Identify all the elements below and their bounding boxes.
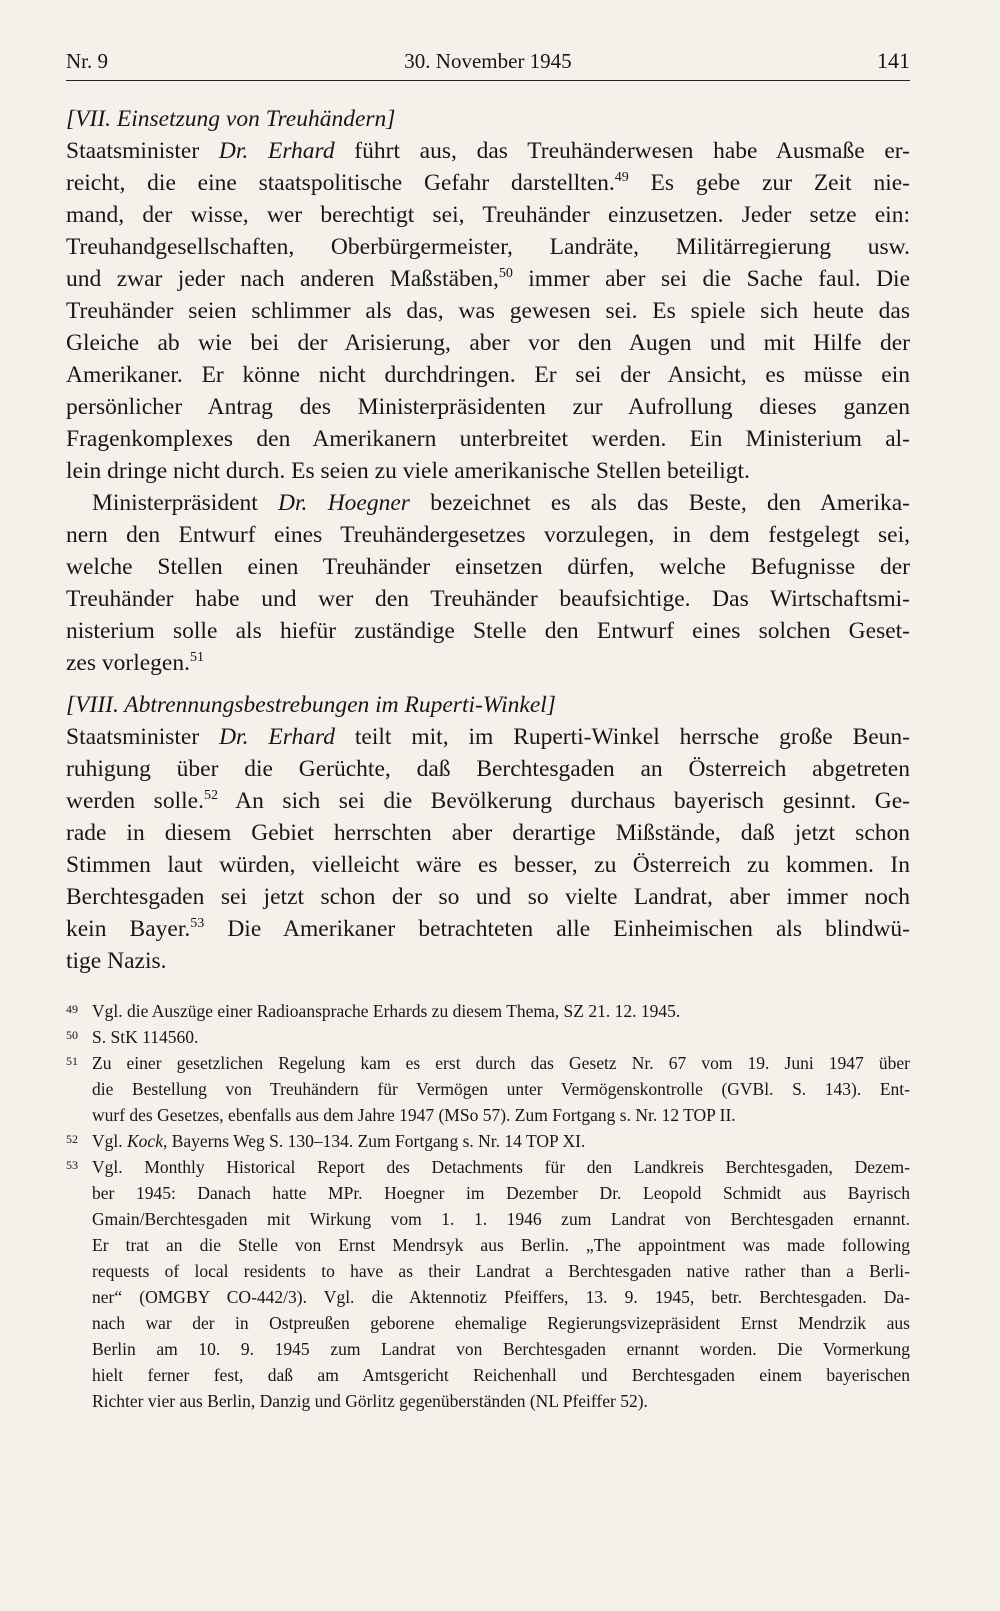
text-line: nisterium solle als hiefür zuständige Stelle den Entwurf eines solchen Geset- [66, 618, 910, 644]
text-line: Stimmen laut würden, vielleicht wäre es besser, zu Österreich zu kommen. In [66, 852, 910, 878]
text-line: ruhigung über die Gerüchte, daß Berchtesgaden an Österreich abgetreten [66, 756, 910, 782]
footnote-number: 53 [66, 1158, 78, 1172]
section-heading-viii: [VIII. Abtrennungsbestrebungen im Ruperti-Winkel] [66, 692, 556, 718]
footnote-line: Richter vier aus Berlin, Danzig und Görlitz gegenüberständen (NL Pfeiffer 52). [92, 1391, 648, 1411]
section-heading-vii: [VII. Einsetzung von Treuhändern] [66, 106, 396, 132]
text-line: welche Stellen einen Treuhänder einsetzen dürfen, welche Befugnisse der [66, 554, 910, 580]
text-line: Staatsminister Dr. Erhard führt aus, das Treuhänderwesen habe Ausmaße er- [66, 138, 910, 164]
footnote-line: Berlin am 10. 9. 1945 zum Landrat von Berchtesgaden ernannt worden. Die Vormerkung [92, 1339, 910, 1359]
footnote-50 [66, 1025, 910, 1049]
text-line: Treuhänder seien schlimmer als das, was gewesen sei. Es spiele sich heute das [66, 298, 910, 324]
text-line: Treuhandgesellschaften, Oberbürgermeister, Landräte, Militärregierung usw. [66, 234, 910, 260]
footnote-ref: 49 [614, 170, 629, 185]
text-line: Treuhänder habe und wer den Treuhänder beaufsichtige. Das Wirtschaftsmi- [66, 586, 910, 612]
footnote-line: ber 1945: Danach hatte MPr. Hoegner im Dezember Dr. Leopold Schmidt aus Bayrisch [92, 1183, 910, 1203]
italic-name: Dr. Erhard [218, 138, 335, 164]
footnotes [66, 999, 910, 1413]
footnote-line: 49 Vgl. die Auszüge einer Radioansprache Erhards zu diesem Thema, SZ 21. 12. 1945. [66, 999, 910, 1023]
text-line: reicht, die eine staatspolitische Gefahr darstellten.$^{49}$ Es gebe zur Zeit nie- [66, 170, 910, 196]
text-line: tige Nazis. [66, 948, 167, 974]
issue-number: Nr. 9 [66, 49, 108, 73]
footnote-line: 52 Vgl. Kock, Bayerns Weg S. 130–134. Zum Fortgang s. Nr. 14 TOP XI. [66, 1129, 910, 1153]
footnote-line: requests of local residents to have as their Landrat a Berchtesgaden native rather than a Berli- [92, 1261, 910, 1281]
header-date: 30. November 1945 [404, 49, 572, 73]
footnote-line: wurf des Gesetzes, ebenfalls aus dem Jahre 1947 (MSo 57). Zum Fortgang s. Nr. 12 TOP II. [92, 1105, 736, 1125]
text-line: und zwar jeder nach anderen Maßstäben,$^{50}$ immer aber sei die Sache faul. Die [66, 266, 910, 292]
text-line: werden solle.$^{52}$ An sich sei die Bevölkerung durchaus bayerisch gesinnt. Ge- [66, 788, 911, 814]
italic-name: Kock, [127, 1131, 168, 1151]
text-line: mand, der wisse, wer berechtigt sei, Treuhänder einzusetzen. Jeder setze ein: [66, 202, 910, 228]
footnote-ref: 53 [190, 916, 205, 931]
text-line: rade in diesem Gebiet herrschten aber derartige Mißstände, daß jetzt schon [66, 820, 910, 846]
footnote-line: ner“ (OMGBY CO-442/3). Vgl. die Aktennotiz Pfeiffers, 13. 9. 1945, betr. Berchtesgaden. Da- [92, 1287, 910, 1307]
page-header [66, 46, 910, 76]
footnote-line: die Bestellung von Treuhändern für Vermögen unter Vermögenskontrolle (GVBl. S. 143). Ent- [92, 1079, 910, 1099]
footnote-ref: 52 [203, 788, 218, 803]
text-line: Amerikaner. Er könne nicht durchdringen. Er sei der Ansicht, es müsse ein [66, 362, 910, 388]
footnote-51 [66, 1051, 910, 1127]
footnote-number: 52 [66, 1132, 78, 1146]
page-number: 141 [877, 48, 910, 73]
paragraph-hoegner [66, 487, 910, 679]
italic-name: Dr. Hoegner [278, 490, 410, 516]
paragraph-erhard-treuhaender [66, 135, 910, 487]
main-text [66, 103, 910, 1415]
footnote-52 [66, 1129, 910, 1153]
text-line: Fragenkomplexes den Amerikanern unterbreitet werden. Ein Ministerium al- [66, 426, 910, 452]
footnote-ref: 50 [498, 266, 513, 281]
text-line: Berchtesgaden sei jetzt schon der so und so vielte Landrat, aber immer noch [66, 884, 910, 910]
text-line: persönlicher Antrag des Ministerpräsidenten zur Aufrollung dieses ganzen [66, 394, 910, 420]
footnote-49 [66, 999, 910, 1023]
text-line: kein Bayer.$^{53}$ Die Amerikaner betrachteten alle Einheimischen als blindwü- [66, 916, 910, 942]
header-rule [66, 80, 910, 81]
footnote-line: 51 Zu einer gesetzlichen Regelung kam es erst durch das Gesetz Nr. 67 vom 19. Juni 1947 über [66, 1051, 910, 1075]
footnote-line: hielt ferner fest, daß am Amtsgericht Reichenhall und Berchtesgaden einem bayerischen [92, 1365, 910, 1385]
text-line: Gleiche ab wie bei der Arisierung, aber vor den Augen und mit Hilfe der [66, 330, 910, 356]
text-line: lein dringe nicht durch. Es seien zu viele amerikanische Stellen beteiligt. [66, 458, 750, 484]
footnote-number: 51 [66, 1054, 78, 1068]
paragraph-erhard-ruperti [66, 721, 910, 977]
text-line: nern den Entwurf eines Treuhändergesetzes vorzulegen, in dem festgelegt sei, [66, 522, 910, 548]
text-line: Staatsminister Dr. Erhard teilt mit, im Ruperti-Winkel herrsche große Beun- [66, 724, 910, 750]
footnote-53 [66, 1155, 910, 1413]
footnote-line: 53 Vgl. Monthly Historical Report des Detachments für den Landkreis Berchtesgaden, Dezem- [66, 1155, 910, 1179]
footnote-ref: 51 [189, 650, 204, 665]
text-line: zes vorlegen.$^{51}$ [66, 650, 204, 676]
text-line: Ministerpräsident Dr. Hoegner bezeichnet es als das Beste, den Amerika- [92, 490, 910, 516]
footnote-line: nach war der in Ostpreußen geborene ehemalige Regierungsvizepräsident Ernst Mendrzik aus [92, 1313, 910, 1333]
footnote-line: Gmain/Berchtesgaden mit Wirkung vom 1. 1. 1946 zum Landrat von Berchtesgaden ernannt. [92, 1209, 910, 1229]
footnote-line: 50 S. StK 114560. [66, 1025, 910, 1049]
footnote-number: 50 [66, 1028, 78, 1042]
footnote-line: Er trat an die Stelle von Ernst Mendrsyk aus Berlin. „The appointment was made following [92, 1235, 910, 1255]
italic-name: Dr. Erhard [219, 724, 335, 750]
footnote-number: 49 [66, 1002, 78, 1016]
